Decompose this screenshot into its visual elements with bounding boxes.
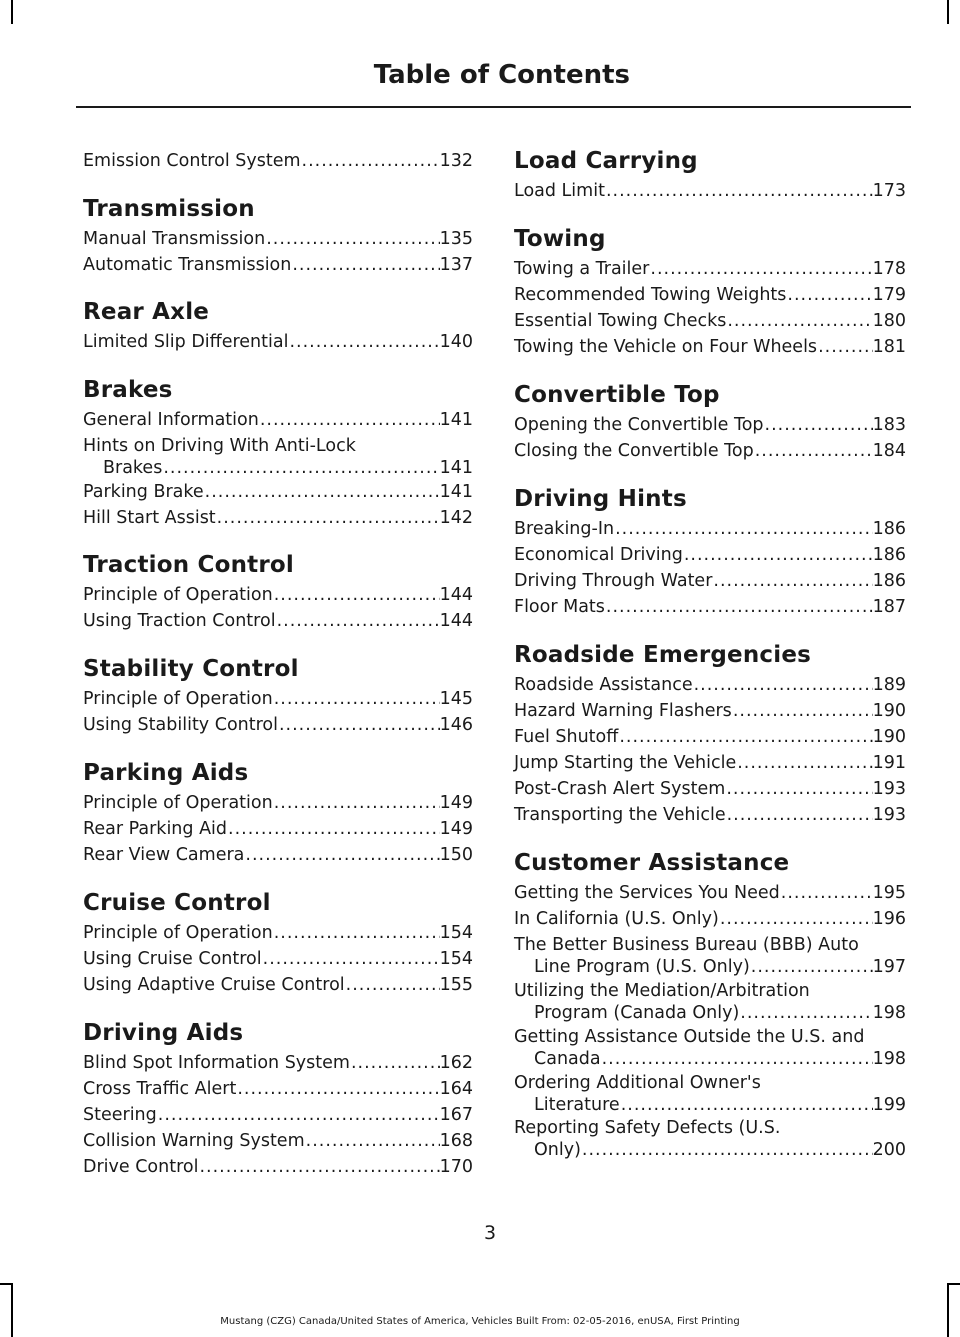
dot-leader xyxy=(236,1078,439,1100)
toc-entry-page: 178 xyxy=(872,259,906,279)
dot-leader xyxy=(278,714,440,736)
toc-entry[interactable] xyxy=(83,150,473,172)
toc-entry-page: 198 xyxy=(872,1003,906,1023)
section-heading: Convertible Top xyxy=(514,382,720,408)
toc-entry-title: Towing a Trailer xyxy=(514,259,650,279)
toc-entry[interactable] xyxy=(83,228,473,250)
dot-leader xyxy=(732,700,873,722)
dot-leader xyxy=(305,1130,440,1152)
toc-entry-page: 183 xyxy=(872,415,906,435)
toc-entry-title: In California (U.S. Only) xyxy=(514,909,719,929)
toc-entry-title: Using Stability Control xyxy=(83,715,278,735)
toc-entry[interactable] xyxy=(514,544,906,566)
section-heading: Driving Aids xyxy=(83,1020,244,1046)
toc-entry-page: 162 xyxy=(439,1053,473,1073)
dot-leader xyxy=(273,584,440,606)
dot-leader xyxy=(683,544,873,566)
toc-entry[interactable] xyxy=(514,674,906,696)
toc-entry-page: 200 xyxy=(872,1140,906,1160)
toc-entry-title: Parking Brake xyxy=(83,482,204,502)
dot-leader xyxy=(620,1094,873,1116)
dot-leader xyxy=(726,310,872,332)
section-heading: Traction Control xyxy=(83,552,294,578)
toc-entry-title: Cross Traffic Alert xyxy=(83,1079,237,1099)
toc-entry-title: Load Limit xyxy=(514,181,605,201)
toc-entry[interactable] xyxy=(83,610,473,632)
toc-entry-page: 191 xyxy=(872,753,906,773)
toc-entry-title: Line Program (U.S. Only) xyxy=(534,957,750,977)
page-title: Table of Contents xyxy=(373,60,630,90)
toc-entry-page: 181 xyxy=(872,337,906,357)
toc-entry-page: 190 xyxy=(872,727,906,747)
toc-entry[interactable] xyxy=(83,584,473,606)
toc-entry-page: 168 xyxy=(439,1131,473,1151)
toc-entry-title: Post-Crash Alert System xyxy=(514,779,726,799)
toc-entry[interactable] xyxy=(514,908,906,930)
dot-leader xyxy=(618,726,872,748)
toc-entry-title: Blind Spot Information System xyxy=(83,1053,350,1073)
dot-leader xyxy=(244,844,439,866)
toc-entry-title: Fuel Shutoff xyxy=(514,727,619,747)
toc-entry-title: Getting the Services You Need xyxy=(514,883,780,903)
toc-entry-title: Hill Start Assist xyxy=(83,508,216,528)
crop-mark xyxy=(11,0,13,24)
toc-entry-title: Hints on Driving With Anti-Lock xyxy=(83,436,356,456)
toc-entry[interactable] xyxy=(83,688,473,710)
toc-entry-page: 179 xyxy=(872,285,906,305)
toc-entry-title: Rear Parking Aid xyxy=(83,819,228,839)
toc-entry-page: 193 xyxy=(872,805,906,825)
dot-leader xyxy=(726,804,873,826)
toc-entry-title: Brakes xyxy=(103,458,163,478)
toc-entry[interactable] xyxy=(514,804,906,826)
toc-entry[interactable] xyxy=(83,1156,473,1178)
toc-entry[interactable] xyxy=(514,596,906,618)
toc-entry-title: Reporting Safety Defects (U.S. xyxy=(514,1118,781,1138)
toc-entry-page: 187 xyxy=(872,597,906,617)
dot-leader xyxy=(276,610,440,632)
toc-entry[interactable] xyxy=(514,882,906,904)
toc-entry-page: 155 xyxy=(439,975,473,995)
toc-entry-page: 146 xyxy=(439,715,473,735)
toc-entry-page: 144 xyxy=(439,611,473,631)
toc-entry-page: 141 xyxy=(439,482,473,502)
toc-entry-title: Drive Control xyxy=(83,1157,199,1177)
toc-entry[interactable] xyxy=(514,336,906,358)
toc-entry-title: Transporting the Vehicle xyxy=(514,805,726,825)
toc-entry-title: General Information xyxy=(83,410,259,430)
toc-entry[interactable] xyxy=(83,1052,473,1074)
toc-entry[interactable] xyxy=(514,440,906,462)
dot-leader xyxy=(739,1002,872,1024)
dot-leader xyxy=(216,507,440,529)
toc-entry[interactable] xyxy=(83,948,473,970)
toc-entry[interactable] xyxy=(83,409,473,431)
dot-leader xyxy=(350,1052,440,1074)
toc-entry-page: 135 xyxy=(439,229,473,249)
dot-leader xyxy=(712,570,872,592)
section-heading: Cruise Control xyxy=(83,890,271,916)
toc-entry[interactable] xyxy=(83,507,473,529)
section-heading: Towing xyxy=(514,226,606,252)
toc-entry-title: Breaking-In xyxy=(514,519,615,539)
section-heading: Rear Axle xyxy=(83,299,210,325)
toc-entry-title: Recommended Towing Weights xyxy=(514,285,787,305)
toc-entry[interactable] xyxy=(514,752,906,774)
dot-leader xyxy=(204,481,440,503)
toc-entry-title: Principle of Operation xyxy=(83,689,273,709)
toc-entry-title: Emission Control System xyxy=(83,151,301,171)
toc-entry-title: Closing the Convertible Top xyxy=(514,441,754,461)
dot-leader xyxy=(605,180,873,202)
toc-entry-title: Collision Warning System xyxy=(83,1131,305,1151)
dot-leader xyxy=(291,254,439,276)
toc-entry-title: Hazard Warning Flashers xyxy=(514,701,732,721)
toc-entry-title: Using Adaptive Cruise Control xyxy=(83,975,345,995)
toc-entry[interactable] xyxy=(514,284,906,306)
toc-entry[interactable] xyxy=(514,180,906,202)
toc-entry-page: 190 xyxy=(872,701,906,721)
toc-entry[interactable] xyxy=(83,1130,473,1152)
dot-leader xyxy=(288,331,439,353)
toc-entry-page: 144 xyxy=(439,585,473,605)
dot-leader xyxy=(780,882,873,904)
toc-entry-title: Using Traction Control xyxy=(83,611,276,631)
toc-entry-page: 145 xyxy=(439,689,473,709)
dot-leader xyxy=(725,778,872,800)
footer-text: Mustang (CZG) Canada/United States of America, Vehicles Built From: 02-05-2016, enUSA, First Printing xyxy=(220,1316,740,1327)
toc-entry[interactable] xyxy=(514,518,906,540)
toc-entry-title: Utilizing the Mediation/Arbitration xyxy=(514,981,810,1001)
toc-entry-title: Principle of Operation xyxy=(83,923,273,943)
toc-entry[interactable] xyxy=(514,934,906,978)
section-heading: Transmission xyxy=(83,196,255,222)
dot-leader xyxy=(162,457,439,479)
toc-entry[interactable] xyxy=(83,974,473,996)
toc-entry[interactable] xyxy=(514,726,906,748)
dot-leader xyxy=(754,440,873,462)
toc-entry-title: The Better Business Bureau (BBB) Auto xyxy=(514,935,859,955)
dot-leader xyxy=(301,150,440,172)
toc-entry-title: Using Cruise Control xyxy=(83,949,262,969)
toc-entry-page: 149 xyxy=(439,793,473,813)
toc-entry-title: Only) xyxy=(534,1140,581,1160)
dot-leader xyxy=(259,409,440,431)
toc-entry[interactable] xyxy=(83,481,473,503)
dot-leader xyxy=(601,1048,873,1070)
toc-entry[interactable] xyxy=(514,1026,906,1070)
toc-entry[interactable] xyxy=(83,922,473,944)
toc-entry-page: 141 xyxy=(439,410,473,430)
toc-entry[interactable] xyxy=(514,258,906,280)
dot-leader xyxy=(273,792,440,814)
crop-mark xyxy=(947,1283,960,1285)
toc-entry[interactable] xyxy=(514,310,906,332)
dot-leader xyxy=(614,518,873,540)
dot-leader xyxy=(786,284,872,306)
toc-entry[interactable] xyxy=(83,1104,473,1126)
dot-leader xyxy=(764,414,873,436)
section-heading: Driving Hints xyxy=(514,486,687,512)
toc-entry[interactable] xyxy=(83,435,473,479)
toc-entry-title: Rear View Camera xyxy=(83,845,245,865)
toc-entry[interactable] xyxy=(514,570,906,592)
toc-entry-title: Towing the Vehicle on Four Wheels xyxy=(514,337,818,357)
toc-entry-page: 132 xyxy=(439,151,473,171)
toc-entry-page: 164 xyxy=(439,1079,473,1099)
toc-entry-page: 180 xyxy=(872,311,906,331)
toc-entry-title: Jump Starting the Vehicle xyxy=(514,753,737,773)
toc-entry-page: 199 xyxy=(872,1095,906,1115)
crop-mark xyxy=(0,1283,13,1285)
dot-leader xyxy=(693,674,873,696)
dot-leader xyxy=(736,752,872,774)
dot-leader xyxy=(649,258,872,280)
toc-entry-page: 186 xyxy=(872,519,906,539)
toc-entry[interactable] xyxy=(514,700,906,722)
toc-entry[interactable] xyxy=(83,331,473,353)
toc-entry-title: Automatic Transmission xyxy=(83,255,292,275)
toc-entry-page: 195 xyxy=(872,883,906,903)
toc-entry-title: Manual Transmission xyxy=(83,229,266,249)
toc-entry-page: 189 xyxy=(872,675,906,695)
dot-leader xyxy=(198,1156,439,1178)
dot-leader xyxy=(262,948,440,970)
toc-entry-title: Roadside Assistance xyxy=(514,675,693,695)
toc-entry-title: Principle of Operation xyxy=(83,793,273,813)
toc-entry-page: 167 xyxy=(439,1105,473,1125)
dot-leader xyxy=(719,908,873,930)
toc-entry[interactable] xyxy=(83,254,473,276)
toc-entry[interactable] xyxy=(83,844,473,866)
header-rule xyxy=(76,106,911,108)
dot-leader xyxy=(157,1104,440,1126)
toc-entry-page: 184 xyxy=(872,441,906,461)
toc-entry-title: Opening the Convertible Top xyxy=(514,415,764,435)
dot-leader xyxy=(750,956,873,978)
toc-entry[interactable] xyxy=(83,818,473,840)
crop-mark xyxy=(947,1283,949,1337)
section-heading: Brakes xyxy=(83,377,173,403)
dot-leader xyxy=(581,1139,873,1161)
crop-mark xyxy=(11,1283,13,1337)
toc-entry-page: 154 xyxy=(439,923,473,943)
toc-entry[interactable] xyxy=(514,1117,906,1161)
dot-leader xyxy=(227,818,440,840)
dot-leader xyxy=(273,688,440,710)
toc-entry-title: Program (Canada Only) xyxy=(534,1003,740,1023)
toc-entry-page: 196 xyxy=(872,909,906,929)
toc-entry-title: Floor Mats xyxy=(514,597,605,617)
section-heading: Load Carrying xyxy=(514,148,698,174)
toc-entry-page: 186 xyxy=(872,545,906,565)
toc-entry[interactable] xyxy=(514,414,906,436)
section-heading: Customer Assistance xyxy=(514,850,790,876)
toc-entry-title: Economical Driving xyxy=(514,545,683,565)
dot-leader xyxy=(273,922,440,944)
toc-entry-page: 186 xyxy=(872,571,906,591)
toc-entry-title: Limited Slip Differential xyxy=(83,332,289,352)
toc-entry[interactable] xyxy=(83,1078,473,1100)
dot-leader xyxy=(265,228,439,250)
toc-entry-title: Driving Through Water xyxy=(514,571,713,591)
section-heading: Parking Aids xyxy=(83,760,249,786)
toc-entry[interactable] xyxy=(83,792,473,814)
toc-entry-page: 140 xyxy=(439,332,473,352)
toc-entry-page: 150 xyxy=(439,845,473,865)
toc-entry-title: Ordering Additional Owner's xyxy=(514,1073,761,1093)
section-heading: Roadside Emergencies xyxy=(514,642,812,668)
toc-entry-page: 137 xyxy=(439,255,473,275)
toc-entry-title: Canada xyxy=(534,1049,601,1069)
toc-entry[interactable] xyxy=(514,1072,906,1116)
page-number: 3 xyxy=(483,1222,497,1244)
toc-entry[interactable] xyxy=(83,714,473,736)
toc-entry-page: 141 xyxy=(439,458,473,478)
toc-entry-title: Essential Towing Checks xyxy=(514,311,727,331)
toc-entry-page: 193 xyxy=(872,779,906,799)
toc-entry-title: Steering xyxy=(83,1105,157,1125)
toc-entry-page: 154 xyxy=(439,949,473,969)
dot-leader xyxy=(605,596,873,618)
dot-leader xyxy=(345,974,440,996)
toc-entry-title: Literature xyxy=(534,1095,620,1115)
toc-entry-page: 198 xyxy=(872,1049,906,1069)
toc-entry-page: 170 xyxy=(439,1157,473,1177)
toc-entry-title: Getting Assistance Outside the U.S. and xyxy=(514,1027,865,1047)
crop-mark xyxy=(947,0,949,24)
section-heading: Stability Control xyxy=(83,656,299,682)
toc-entry-page: 149 xyxy=(439,819,473,839)
toc-entry-page: 142 xyxy=(439,508,473,528)
toc-entry-page: 197 xyxy=(872,957,906,977)
toc-entry[interactable] xyxy=(514,778,906,800)
dot-leader xyxy=(817,336,873,358)
toc-entry[interactable] xyxy=(514,980,906,1024)
toc-entry-page: 173 xyxy=(872,181,906,201)
toc-entry-title: Principle of Operation xyxy=(83,585,273,605)
